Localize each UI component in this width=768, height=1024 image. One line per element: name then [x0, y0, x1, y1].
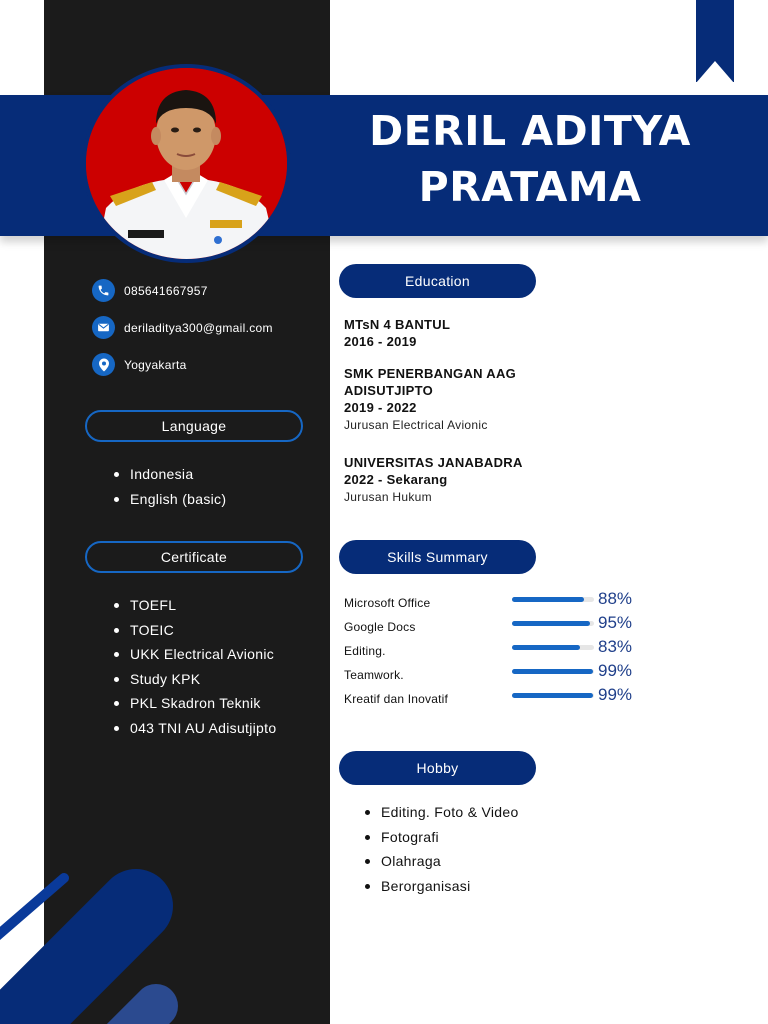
list-item: Fotografi: [364, 825, 519, 850]
skill-bar-track: [512, 645, 594, 650]
list-item: English (basic): [113, 487, 226, 512]
name-line-1: DERIL ADITYA: [369, 107, 691, 155]
skill-row: [344, 661, 644, 684]
phone-number: 085641667957: [124, 283, 208, 298]
skill-bar-track: [512, 621, 594, 626]
decorative-shapes: [0, 850, 330, 1024]
email-address: deriladitya300@gmail.com: [124, 320, 273, 335]
list-item: Olahraga: [364, 849, 519, 874]
list-item-continuation: 043 TNI AU Adisutjipto: [113, 716, 276, 741]
skill-bar-fill: [512, 597, 584, 602]
list-item: Editing. Foto & Video: [364, 800, 519, 825]
education-entry: [344, 365, 516, 435]
list-item: Study KPK: [113, 667, 276, 692]
skill-bar-fill: [512, 693, 593, 698]
education-entry: [344, 454, 523, 507]
hobby-list: [364, 800, 519, 898]
skill-label: Google Docs: [344, 620, 416, 634]
list-item: Indonesia: [113, 462, 226, 487]
skill-percent: 99%: [598, 685, 633, 704]
certificate-list: [113, 593, 276, 741]
location-text: Yogyakarta: [124, 357, 187, 372]
institution-name-line-2: ADISUTJIPTO: [344, 383, 434, 398]
education-entry: [344, 316, 450, 350]
skill-row: [344, 589, 644, 612]
contact-email[interactable]: [92, 316, 273, 339]
education-years: 2019 - 2022: [344, 400, 417, 415]
hobby-heading: Hobby: [339, 751, 536, 785]
skill-label: Teamwork.: [344, 668, 404, 682]
skill-percent: 88%: [598, 589, 633, 608]
institution-name: UNIVERSITAS JANABADRA: [344, 455, 523, 470]
list-item: PKL Skadron Teknik: [113, 691, 276, 716]
profile-photo: [82, 64, 291, 263]
list-item: Berorganisasi: [364, 874, 519, 899]
skill-bar-track: [512, 669, 594, 674]
education-major: Jurusan Electrical Avionic: [344, 418, 488, 432]
name-line-2: PRATAMA: [418, 163, 642, 211]
language-list: [113, 462, 226, 511]
name-title: [340, 103, 720, 215]
education-major: Jurusan Hukum: [344, 490, 432, 504]
skill-row: [344, 613, 644, 636]
contact-location: [92, 353, 187, 376]
skill-row: [344, 685, 644, 708]
skill-bar-track: [512, 597, 594, 602]
skill-percent: 99%: [598, 661, 633, 680]
skills-heading: Skills Summary: [339, 540, 536, 574]
certificate-heading: Certificate: [85, 541, 303, 573]
mail-icon: [92, 316, 115, 339]
language-heading: Language: [85, 410, 303, 442]
skill-label: Editing.: [344, 644, 386, 658]
skill-percent: 95%: [598, 613, 633, 632]
contact-phone[interactable]: [92, 279, 208, 302]
skill-bar-fill: [512, 669, 593, 674]
location-pin-icon: [92, 353, 115, 376]
institution-name: SMK PENERBANGAN AAG: [344, 366, 517, 381]
phone-icon: [92, 279, 115, 302]
list-item: UKK Electrical Avionic: [113, 642, 276, 667]
skill-label: Microsoft Office: [344, 596, 431, 610]
skill-label: Kreatif dan Inovatif: [344, 692, 449, 706]
institution-name: MTsN 4 BANTUL: [344, 317, 451, 332]
list-item: TOEFL: [113, 593, 276, 618]
education-years: 2022 - Sekarang: [344, 472, 448, 487]
education-heading: Education: [339, 264, 536, 298]
education-years: 2016 - 2019: [344, 334, 417, 349]
skill-bar-fill: [512, 645, 580, 650]
skill-bar-track: [512, 693, 594, 698]
skill-bar-fill: [512, 621, 590, 626]
skill-percent: 83%: [598, 637, 633, 656]
bookmark-ribbon: [696, 0, 734, 82]
list-item: TOEIC: [113, 618, 276, 643]
skill-row: [344, 637, 644, 660]
